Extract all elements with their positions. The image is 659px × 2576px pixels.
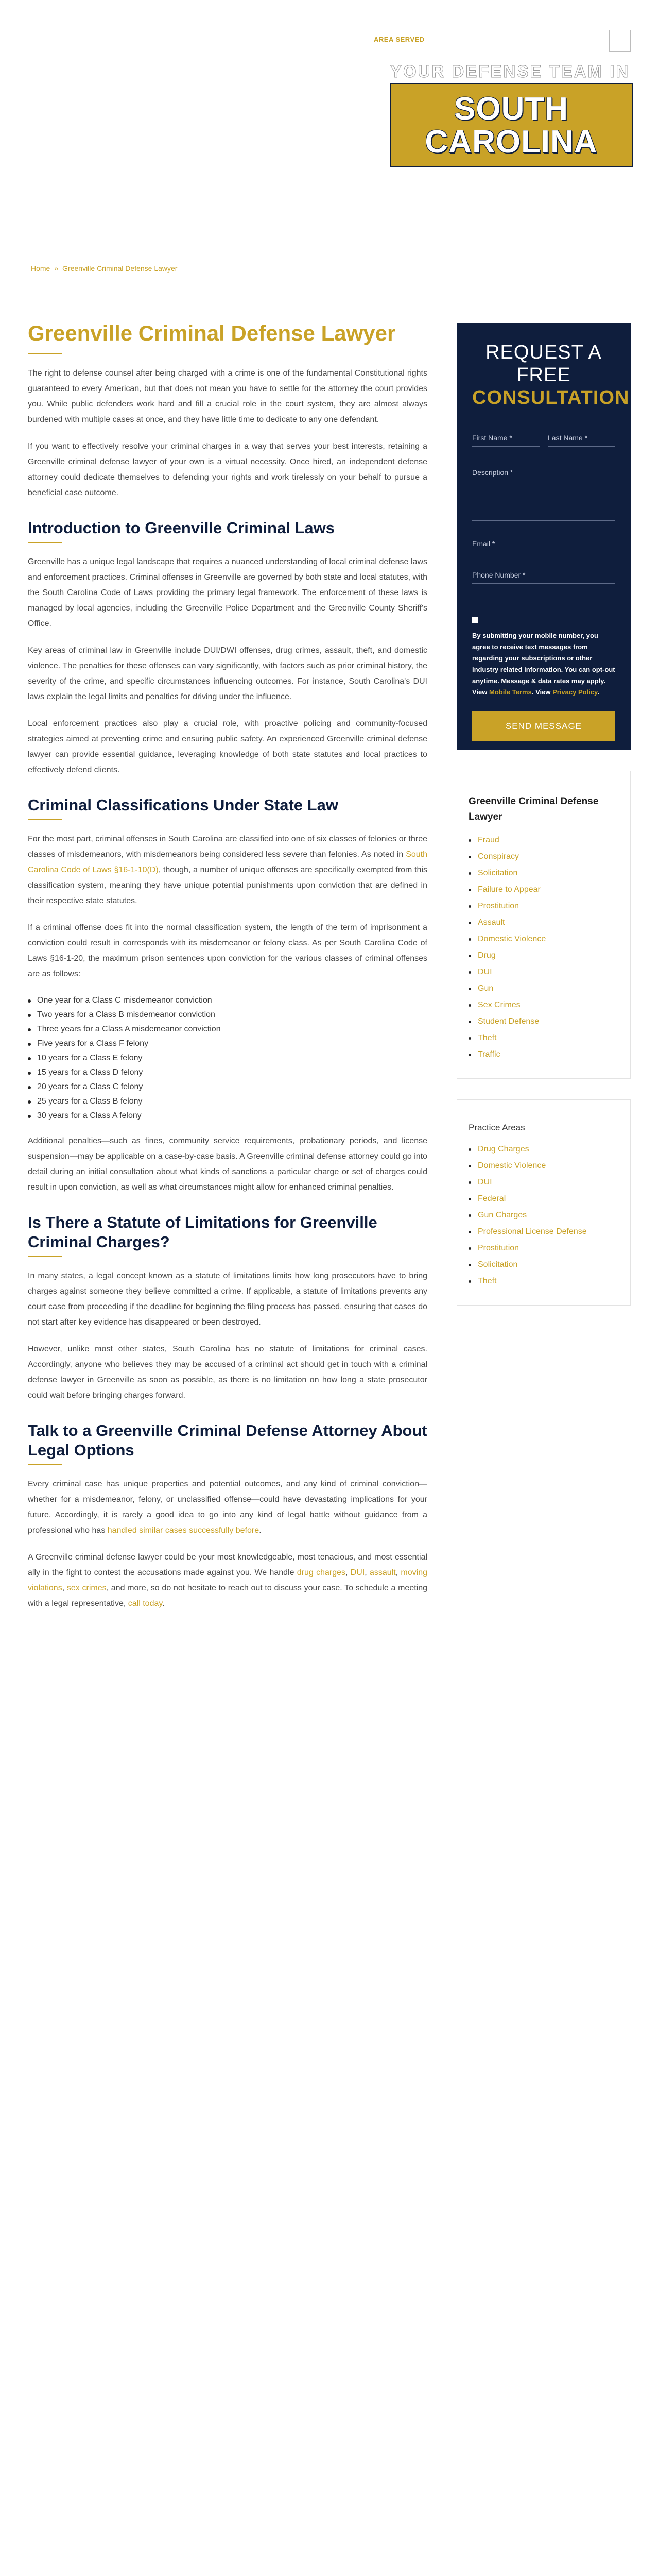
sms-consent bbox=[472, 617, 615, 698]
sidebar-city-practice-link[interactable]: Student Defense bbox=[478, 1017, 540, 1026]
list-item: 15 years for a Class D felony bbox=[28, 1065, 427, 1080]
classifications-paragraph-3: Additional penalties—such as fines, community service requirements, probationary periods, and license suspension—may be applicable on a case-by-case basis. A Greenville criminal defense attorney could go into detail during an initial consultation about what kinds of sanctions a particular charge or set of charges could result in upon conviction, as well as what circumstances might allow for enhanced criminal penalties. bbox=[28, 1137, 427, 1192]
text-span: A Greenville criminal defense lawyer could be your most knowledgeable, most tenacious, and most essential ally in the fight to contest the accusations made against you. We handle bbox=[28, 1553, 427, 1577]
statute-paragraph-1: In many states, a legal concept known as a statute of limitations limits how long prosecutors have to bring charges against someone they believe committed a crime. If applicable, a statute of limitations prevents any court case from proceeding if the deadline for beginning the filing process has passed, ensuring that cases do not start after key evidence has disappeared or been destroyed. bbox=[28, 1272, 427, 1327]
list-item bbox=[469, 1030, 619, 1046]
practice-areas-list bbox=[469, 1141, 619, 1290]
intro-paragraph-2: If you want to effectively resolve your criminal charges in a way that serves your best interests, retaining a Greenville criminal defense lawyer of your own is a virtual necessity. Once hired, an independent defense attorney could dedicate themselves to defending your rights and work tirelessly on your behalf to pursue a beneficial case outcome. bbox=[28, 442, 427, 497]
text-span: . View bbox=[531, 688, 553, 696]
list-item bbox=[469, 980, 619, 997]
form-title-line1: REQUEST A bbox=[485, 342, 602, 363]
list-item bbox=[469, 849, 619, 865]
section-divider bbox=[28, 1464, 62, 1465]
heading-intro-laws: Introduction to Greenville Criminal Laws bbox=[28, 519, 335, 537]
laws-paragraph-3: Local enforcement practices also play a crucial role, with proactive policing and community-focused strategies aimed at preventing crime and ensuring public safety. An experienced Greenville criminal defense lawyer can provide essential guidance, leveraging knowledge of both state statutes and local practices to effectively defend clients. bbox=[28, 719, 427, 774]
list-item: One year for a Class C misdemeanor conviction bbox=[28, 993, 427, 1008]
list-item bbox=[469, 865, 619, 882]
state-banner-line2: CAROLINA bbox=[425, 124, 598, 160]
sidebar-city-practice-link[interactable]: Sex Crimes bbox=[478, 1001, 521, 1009]
privacy-policy-link[interactable]: Privacy Policy bbox=[552, 688, 598, 696]
send-message-button[interactable]: SEND MESSAGE bbox=[472, 711, 615, 741]
sidebar-practice-area-link[interactable]: Drug Charges bbox=[478, 1145, 529, 1154]
widget-title: Greenville Criminal Defense Lawyer bbox=[469, 796, 599, 822]
list-item bbox=[469, 882, 619, 898]
menu-toggle-button[interactable] bbox=[609, 30, 631, 52]
text-span: , though, a number of unique offenses are specifically exempted from this classification system, meaning they have unique potential punishments upon conviction that are defined in their respective state statutes. bbox=[28, 866, 428, 905]
list-item bbox=[469, 832, 619, 849]
heading-statute: Is There a Statute of Limitations for Greenville Criminal Charges? bbox=[28, 1213, 377, 1251]
sidebar-practice-area-link[interactable]: Professional License Defense bbox=[478, 1227, 587, 1236]
list-item bbox=[469, 997, 619, 1013]
description-field[interactable]: Description * bbox=[472, 464, 615, 521]
list-item bbox=[469, 1158, 619, 1174]
page-title: Greenville Criminal Defense Lawyer bbox=[28, 321, 396, 345]
talk-paragraph-1 bbox=[28, 1477, 427, 1538]
form-title-highlight: CONSULTATION bbox=[472, 387, 630, 409]
list-item: Five years for a Class F felony bbox=[28, 1037, 427, 1051]
list-item bbox=[469, 1013, 619, 1030]
text-span: For the most part, criminal offenses in South Carolina are classified into one of six classes of felonies or three classes of misdemeanors, with misdemeanors being considered less severe than felonies. As noted in bbox=[28, 835, 427, 859]
heading-talk: Talk to a Greenville Criminal Defense Attorney About Legal Options bbox=[28, 1421, 427, 1459]
text-span: , bbox=[395, 1568, 401, 1577]
sidebar bbox=[457, 323, 631, 1306]
sidebar-practice-area-link[interactable]: Solicitation bbox=[478, 1260, 518, 1269]
header-tagline: YOUR DEFENSE TEAM IN bbox=[390, 62, 630, 81]
sidebar-practice-area-link[interactable]: Domestic Violence bbox=[478, 1161, 546, 1170]
state-banner bbox=[390, 83, 633, 167]
list-item bbox=[469, 1141, 619, 1158]
practice-areas-widget bbox=[457, 1099, 631, 1306]
list-item: 25 years for a Class B felony bbox=[28, 1094, 427, 1109]
text-span: . bbox=[597, 688, 599, 696]
dui-link[interactable]: DUI bbox=[350, 1568, 365, 1577]
text-span: . bbox=[259, 1526, 262, 1535]
sidebar-practice-area-link[interactable]: Federal bbox=[478, 1194, 506, 1203]
sentences-list bbox=[28, 993, 427, 1123]
list-item bbox=[469, 931, 619, 947]
list-item bbox=[469, 1046, 619, 1063]
list-item bbox=[469, 914, 619, 931]
sidebar-city-practice-link[interactable]: Domestic Violence bbox=[478, 935, 546, 943]
list-item bbox=[469, 898, 619, 914]
sidebar-city-practice-link[interactable]: Drug bbox=[478, 951, 496, 960]
breadcrumb-home-link[interactable]: Home bbox=[31, 264, 50, 273]
text-span: Every criminal case has unique properties and potential outcomes, and any kind of criminal conviction—whether for a misdemeanor, felony, or unclassified offense—could have devastating implications for your future. Accordingly, it is rarely a good idea to go into any kind of legal battle without guidance from a professional who has bbox=[28, 1480, 427, 1535]
list-item bbox=[469, 1240, 619, 1257]
list-item bbox=[469, 1207, 619, 1224]
last-name-field[interactable]: Last Name * bbox=[548, 430, 615, 447]
sidebar-city-practice-link[interactable]: Solicitation bbox=[478, 869, 518, 877]
sidebar-practice-area-link[interactable]: Gun Charges bbox=[478, 1211, 527, 1219]
breadcrumb-separator: » bbox=[54, 264, 59, 273]
section-divider bbox=[28, 1256, 62, 1257]
call-today-link[interactable]: call today bbox=[128, 1599, 163, 1608]
sidebar-practice-area-link[interactable]: Theft bbox=[478, 1277, 497, 1285]
text-span: , and more, so do not hesitate to reach out to discuss your case. To schedule a meeting with a legal representative, bbox=[28, 1584, 428, 1608]
text-span: By submitting your mobile number, you agree to receive text messages from regarding your subscriptions or other industry related information. You can opt-out anytime. Message & data rates may apply. View bbox=[472, 632, 615, 696]
mobile-terms-link[interactable]: Mobile Terms bbox=[489, 688, 532, 696]
sidebar-city-practice-link[interactable]: Theft bbox=[478, 1033, 497, 1042]
text-span: , bbox=[365, 1568, 370, 1577]
consent-checkbox[interactable] bbox=[472, 617, 478, 623]
list-item: 30 years for a Class A felony bbox=[28, 1109, 427, 1123]
list-item bbox=[469, 1224, 619, 1240]
classifications-paragraph-1 bbox=[28, 832, 427, 909]
phone-field[interactable]: Phone Number * bbox=[472, 567, 615, 584]
sidebar-city-practice-link[interactable]: Fraud bbox=[478, 836, 499, 844]
sex-crimes-link[interactable]: sex crimes bbox=[66, 1584, 107, 1592]
list-item bbox=[469, 947, 619, 964]
laws-paragraph-2: Key areas of criminal law in Greenville include DUI/DWI offenses, drug crimes, assault, theft, and domestic violence. The penalties for these offenses can vary significantly, with factors such as prior criminal history, the severity of the crime, and specific circumstances influencing outcomes. For instance, South Carolina's DUI laws explain the legal limits and penalties for driving under the influence. bbox=[28, 646, 427, 701]
text-span: , bbox=[62, 1584, 67, 1592]
moving-violations-link[interactable]: moving violations bbox=[28, 1568, 427, 1592]
list-item bbox=[469, 964, 619, 980]
text-span: , bbox=[345, 1568, 351, 1577]
list-item bbox=[469, 1273, 619, 1290]
similar-cases-link[interactable]: handled similar cases successfully before bbox=[107, 1526, 259, 1535]
list-item: 10 years for a Class E felony bbox=[28, 1051, 427, 1065]
sidebar-city-practice-link[interactable]: Traffic bbox=[478, 1050, 500, 1059]
form-title-line2: FREE bbox=[516, 364, 571, 386]
widget-title: Practice Areas bbox=[469, 1123, 525, 1132]
sidebar-city-practice-link[interactable]: Assault bbox=[478, 918, 505, 927]
breadcrumb bbox=[31, 264, 177, 273]
sc-code-link[interactable]: South Carolina Code of Laws §16-1-10(D) bbox=[28, 850, 427, 874]
list-item bbox=[469, 1191, 619, 1207]
drug-charges-link[interactable]: drug charges bbox=[297, 1568, 345, 1577]
intro-paragraph-1: The right to defense counsel after being charged with a crime is one of the fundamental Constitutional rights guaranteed to every American, but that does not mean you have to settle for the attorney the court provides you. While public defenders work hard and fill a crucial role in the court system, they are almost always burdened with multiple cases at once, and they have little time to dedicate to any one defendant. bbox=[28, 369, 427, 424]
list-item: Two years for a Class B misdemeanor conviction bbox=[28, 1008, 427, 1022]
form-title bbox=[472, 341, 630, 409]
consent-text bbox=[472, 630, 615, 698]
list-item bbox=[469, 1174, 619, 1191]
sidebar-city-practice-link[interactable]: Gun bbox=[478, 984, 494, 993]
sidebar-city-practice-link[interactable]: Conspiracy bbox=[478, 852, 519, 861]
talk-paragraph-2 bbox=[28, 1550, 427, 1612]
consultation-form bbox=[457, 323, 631, 750]
text-span: . bbox=[162, 1599, 165, 1608]
laws-paragraph-1: Greenville has a unique legal landscape that requires a nuanced understanding of local criminal defense laws and enforcement practices. Criminal offenses in Greenville are governed by both state and local statutes, with the South Carolina Code of Laws providing the primary legal framework. The enforcement of these laws is managed by local agencies, including the Greenville Police Department and the Greenville County Sheriff's Office. bbox=[28, 557, 427, 628]
city-practice-list bbox=[469, 832, 619, 1063]
section-divider bbox=[28, 542, 62, 543]
classifications-paragraph-2: If a criminal offense does fit into the normal classification system, the length of the term of imprisonment a conviction could result in corresponds with its misdemeanor or felony class. As per South Carolina Code of Laws §16-1-20, the maximum prison sentences upon conviction for the various classes of criminal offenses are as follows: bbox=[28, 923, 427, 978]
section-divider bbox=[28, 819, 62, 820]
list-item bbox=[469, 1257, 619, 1273]
sidebar-city-practice-link[interactable]: Failure to Appear bbox=[478, 885, 541, 894]
sidebar-practice-area-link[interactable]: DUI bbox=[478, 1178, 492, 1187]
sidebar-city-practice-link[interactable]: DUI bbox=[478, 968, 492, 976]
breadcrumb-current-link[interactable]: Greenville Criminal Defense Lawyer bbox=[62, 264, 178, 273]
title-divider bbox=[28, 353, 62, 354]
name-row bbox=[472, 430, 615, 447]
first-name-field[interactable]: First Name * bbox=[472, 430, 540, 447]
area-served-link[interactable]: AREA SERVED bbox=[374, 36, 425, 43]
list-item: Three years for a Class A misdemeanor conviction bbox=[28, 1022, 427, 1037]
sidebar-practice-area-link[interactable]: Prostitution bbox=[478, 1244, 519, 1252]
sidebar-city-practice-link[interactable]: Prostitution bbox=[478, 902, 519, 910]
main-article bbox=[28, 320, 427, 1623]
city-practice-widget bbox=[457, 771, 631, 1079]
state-banner-line1: SOUTH bbox=[454, 91, 568, 127]
statute-paragraph-2: However, unlike most other states, South Carolina has no statute of limitations for criminal cases. Accordingly, anyone who believes they may be accused of a criminal act should get in touch with a criminal defense lawyer in Greenville as soon as possible, as there is no limitation on how long a state prosecutor could wait before bringing charges forward. bbox=[28, 1345, 427, 1400]
list-item: 20 years for a Class C felony bbox=[28, 1080, 427, 1094]
heading-classifications: Criminal Classifications Under State Law bbox=[28, 796, 338, 814]
email-field[interactable]: Email * bbox=[472, 535, 615, 552]
assault-link[interactable]: assault bbox=[370, 1568, 396, 1577]
